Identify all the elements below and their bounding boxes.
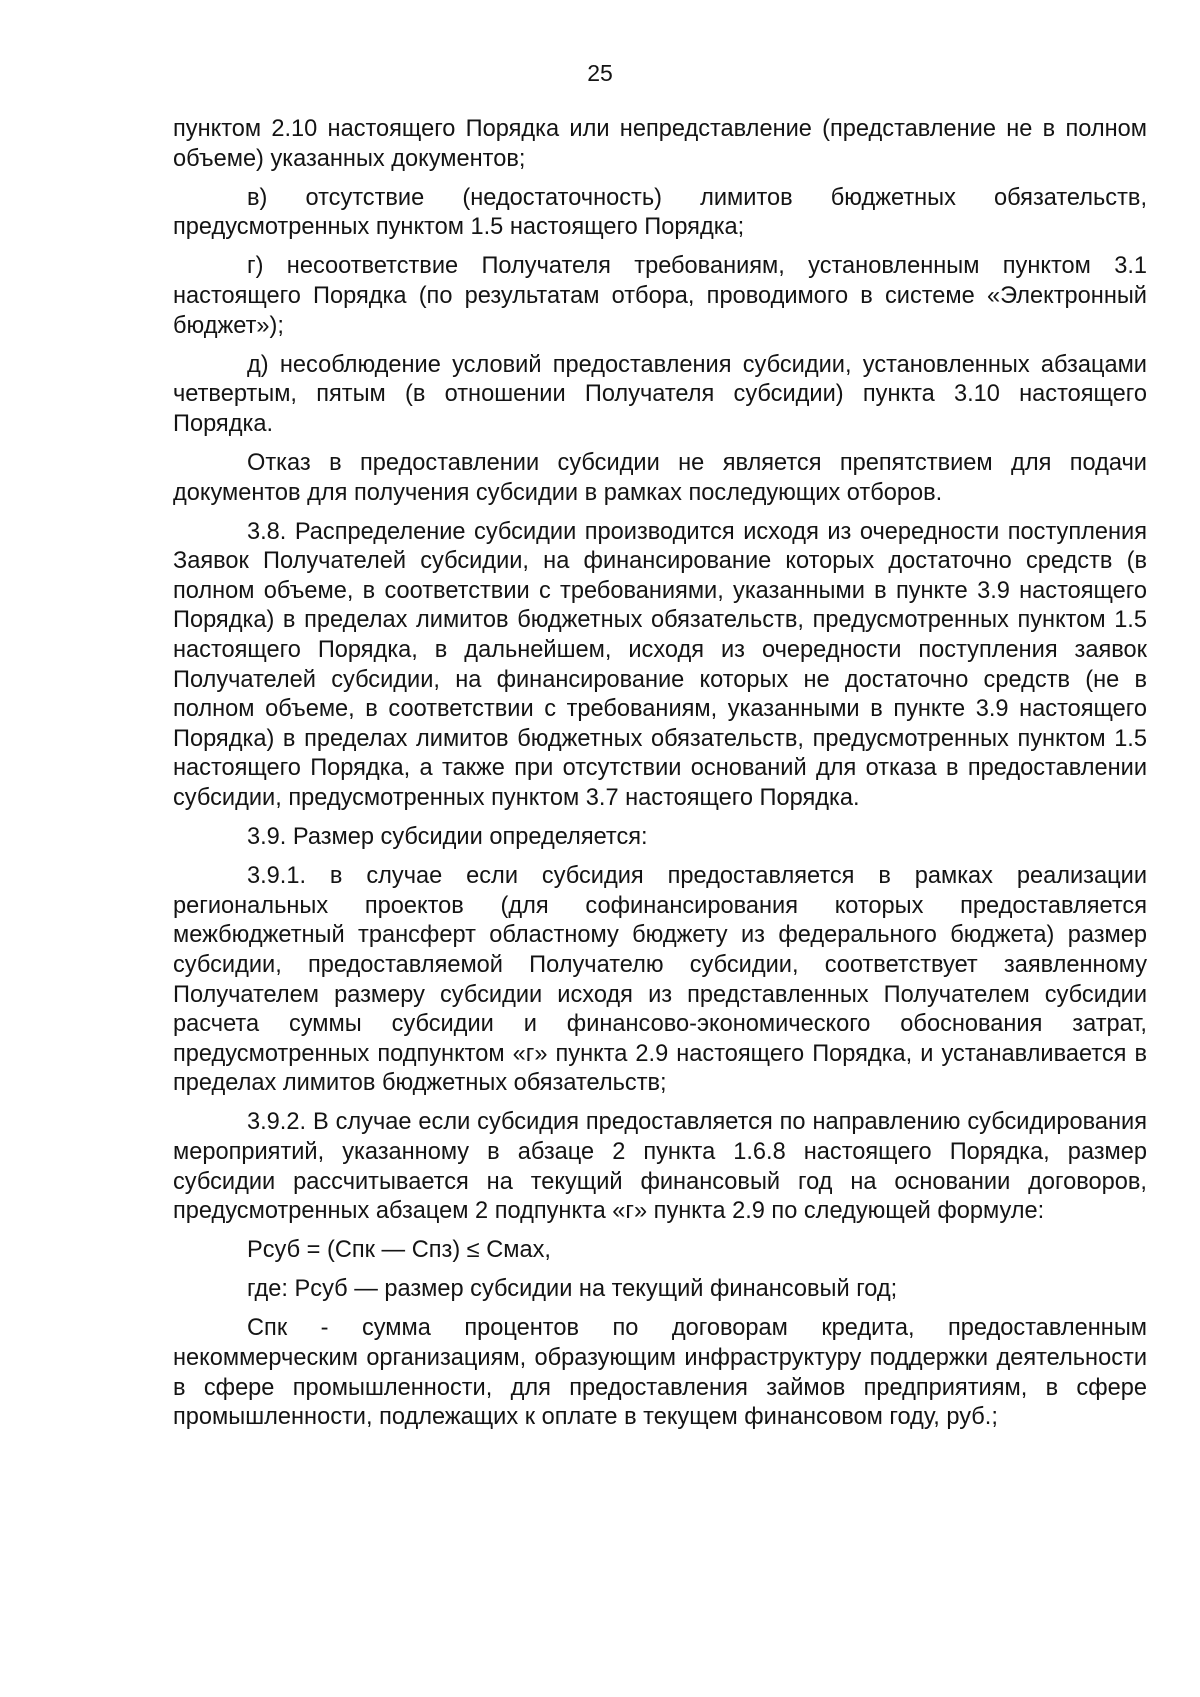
paragraph-3-9-1: 3.9.1. в случае если субсидия предоставляется в рамках реализации региональных проектов (для софинансирования которых предоставляется межбюджетный трансферт областному бюджету из федерального бюджета) размер субсидии, предоставляемой Получателю субсидии, соответствует заявленному Получателем размеру субсидии исходя из представленных Получателем субсидии расчета суммы субсидии и финансово-экономического обоснования затрат, предусмотренных подпунктом «г» пункта 2.9 настоящего Порядка, и устанавливается в пределах лимитов бюджетных обязательств; [173, 863, 1147, 1097]
formula: Рсуб = (Спк — Спз) ≤ Смах, [247, 1237, 551, 1264]
paragraph-item-d-conditions: д) несоблюдение условий предоставления субсидии, установленных абзацами четвертым, пятым (в отношении Получателя субсидии) пункта 3.10 настоящего Порядка. [173, 351, 1147, 437]
document-body [173, 115, 1147, 1442]
formula-definition-rsub: где: Рсуб — размер субсидии на текущий финансовый год; [247, 1276, 898, 1303]
page-number: 25 [587, 60, 613, 86]
formula-definition-spk: Спк - сумма процентов по договорам кредита, предоставленным некоммерческим организациям, образующим инфраструктуру поддержки деятельности в сфере промышленности, для предоставления займов предприятиям, в сфере промышленности, подлежащих к оплате в текущем финансовом году, руб.; [173, 1315, 1147, 1431]
paragraph-3-8-distribution: 3.8. Распределение субсидии производится исходя из очередности поступления Заявок Получателей субсидии, на финансирование которых достаточно средств (в полном объеме, в соответствии с требованиями, указанными в пункте 3.9 настоящего Порядка) в пределах лимитов бюджетных обязательств, предусмотренных пунктом 1.5 настоящего Порядка, в дальнейшем, исходя из очередности поступления заявок Получателей субсидии, на финансирование которых не достаточно средств (не в полном объеме, в соответствии с требованиям, указанными в пункте 3.9 настоящего Порядка) в пределах лимитов бюджетных обязательств, предусмотренных пунктом 1.5 настоящего Порядка, а также при отсутствии оснований для отказа в предоставлении субсидии, предусмотренных пунктом 3.7 настоящего Порядка. [173, 518, 1147, 811]
paragraph-item-g-requirements: г) несоответствие Получателя требованиям, установленным пунктом 3.1 настоящего Порядка (по результатам отбора, проводимого в системе «Электронный бюджет»); [173, 253, 1147, 339]
paragraph-3-9-heading: 3.9. Размер субсидии определяется: [247, 824, 648, 851]
paragraph-documents-not-submitted: пунктом 2.10 настоящего Порядка или непредставление (представление не в полном объеме) указанных документов; [173, 116, 1147, 172]
paragraph-refusal-note: Отказ в предоставлении субсидии не является препятствием для подачи документов для получения субсидии в рамках последующих отборов. [173, 449, 1147, 506]
paragraph-item-v-limits: в) отсутствие (недостаточность) лимитов бюджетных обязательств, предусмотренных пунктом 1.5 настоящего Порядка; [173, 184, 1147, 241]
paragraph-3-9-2: 3.9.2. В случае если субсидия предоставляется по направлению субсидирования мероприятий, указанному в абзаце 2 пункта 1.6.8 настоящего Порядка, размер субсидии рассчитывается на текущий финансовый год на основании договоров, предусмотренных абзацем 2 подпункта «г» пункта 2.9 по следующей формуле: [173, 1109, 1147, 1225]
